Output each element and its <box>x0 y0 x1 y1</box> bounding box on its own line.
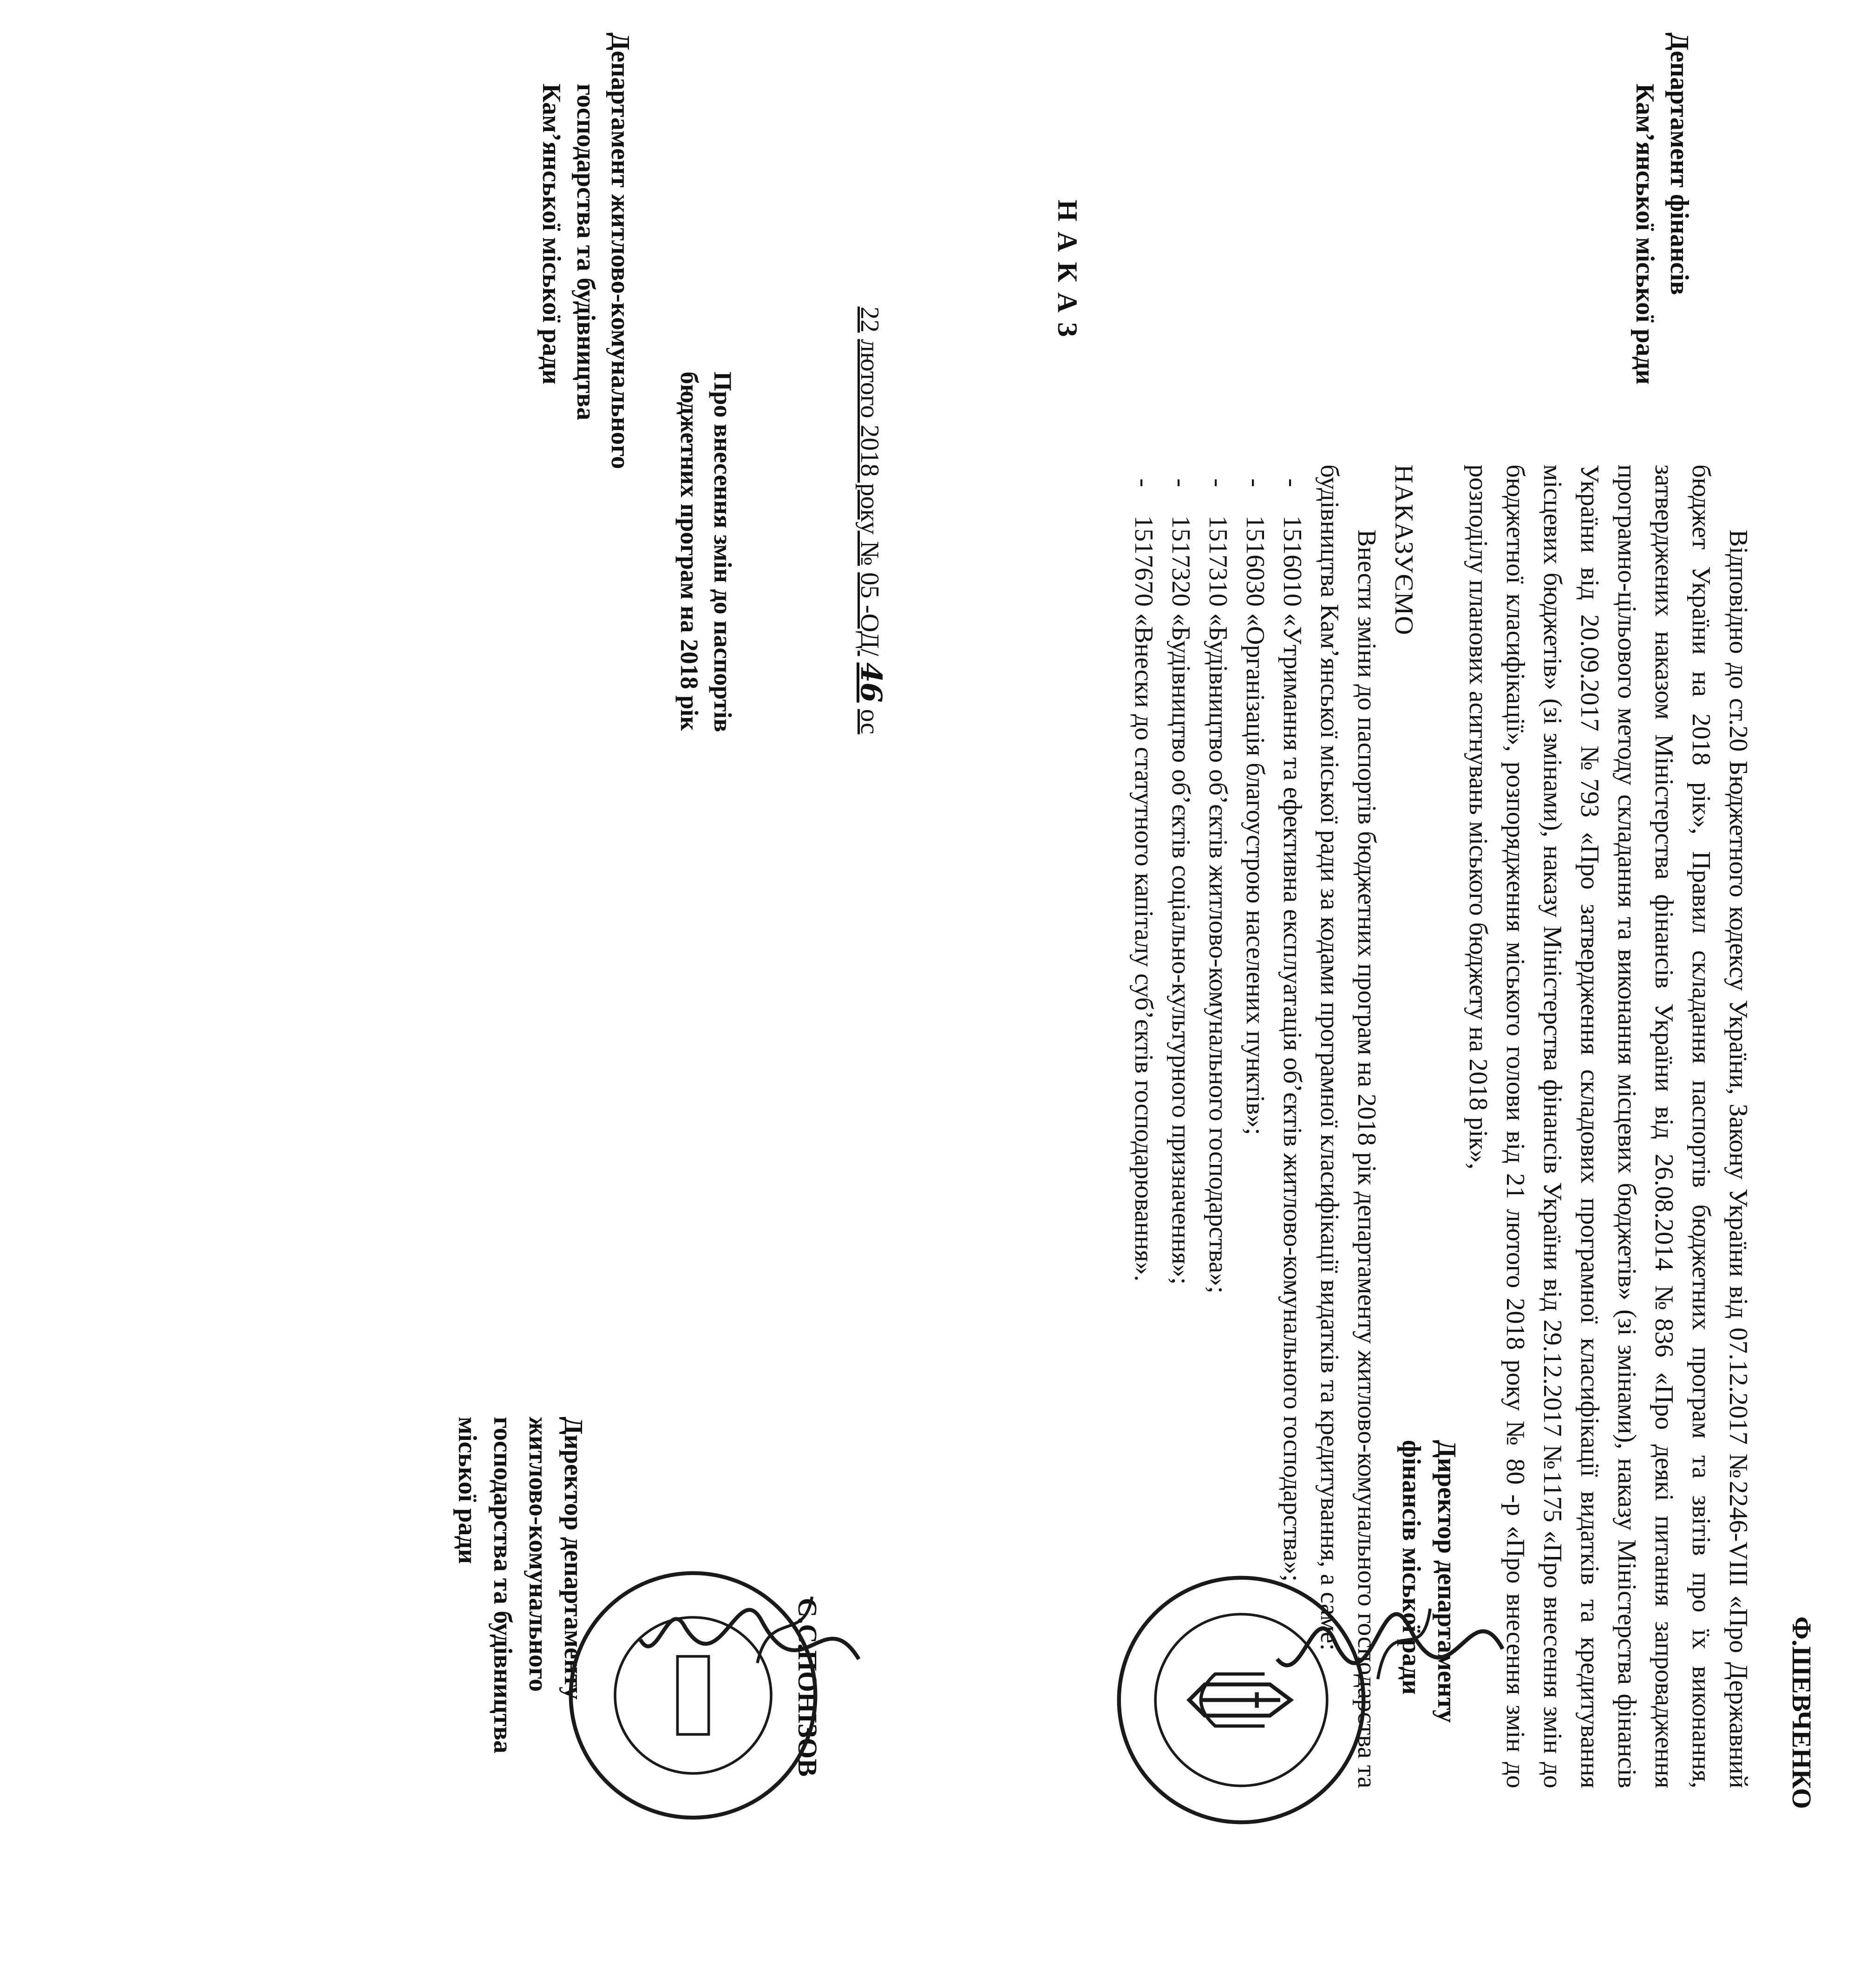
program-item-text: 1516030 «Організація благоустрою населених пунктів»; <box>1241 516 1270 1135</box>
order-subject <box>673 372 740 1115</box>
issuer-header-housing <box>534 33 637 729</box>
signatory-housing-line4: міської ради <box>453 1417 482 1564</box>
bullet-dash: - <box>1204 478 1232 487</box>
subject-line2: бюджетних програм на 2018 рік <box>675 372 703 731</box>
command-word: НАКАЗУЄМО <box>1389 464 1418 636</box>
signatory-finance-line1: Директор департаменту <box>1432 1440 1461 1723</box>
bullet-dash: - <box>1278 478 1307 487</box>
document-title: НАКАЗ <box>1052 200 1083 347</box>
issuer-housing-line2: господарства та будівництва <box>571 84 600 420</box>
program-item-text: 1517670 «Внески до статутного капіталу суб’єктів господарювання». <box>1129 516 1158 1282</box>
signatory-housing-line1: Директор департаменту <box>559 1417 588 1700</box>
subject-line1: Про внесення змін до паспортів <box>709 372 737 732</box>
signatory-housing-line3: господарства та будівництва <box>488 1417 517 1753</box>
handwritten-signature-finance <box>1269 1542 1511 1756</box>
order-intro-paragraph: Внести зміни до паспортів бюджетних програм на 2018 рік департаменту житлово-комунального господарства та будівництва Кам’янської міської ради за кодами програмної класифікації видатків та кредитування, а саме: <box>1315 464 1381 1788</box>
handwritten-signature-housing <box>633 1542 874 1737</box>
issuer-finance-line1: Департамент фінансів <box>1665 33 1694 295</box>
issuer-finance-line2: Кам’янської міської ради <box>1631 84 1659 385</box>
program-item-text: 1517310 «Будівництво об’єктів житлово-комунального господарства»; <box>1204 516 1232 1294</box>
program-item-text: 1516010 «Утримання та ефективна експлуатація об’єктів житлово-комунального господарства»; <box>1278 516 1307 1582</box>
signatory-housing-line2: житлово-комунального <box>524 1417 552 1692</box>
program-item-text: 1517320 «Будівництво об’єктів соціально-культурного призначення»; <box>1166 516 1195 1285</box>
signatory-finance-name: Ф.ШЕВЧЕНКО <box>1787 1616 1817 1809</box>
order-day: 22 <box>855 307 884 333</box>
bullet-dash: - <box>1166 478 1195 487</box>
order-date-number <box>854 307 888 1096</box>
order-month-year: лютого 2018 року № <box>855 339 884 566</box>
order-number-handwritten: 46 <box>854 662 888 703</box>
order-number: 05 -ОД/ <box>855 572 884 656</box>
bullet-dash: - <box>1241 478 1270 487</box>
signatory-housing-name: С.С.ПОНІЗОВ <box>792 1598 823 1777</box>
legal-basis-paragraph: Відповідно до ст.20 Бюджетного кодексу України, Закону України від 07.12.2017 №2246-VIII «Про Державний бюджет України на 2018 рік», Правил складання паспортів бюджетних програм та звітів про їх виконання, затверджених наказом Міністерства фінансів України від 26.08.2014 №836 «Про деякі питання запровадження програмно-цільового методу складання та виконання місцевих бюджетів» (зі змінами), наказу Міністерства фінансів України від 20.09.2017 №793 «Про затвердження складових програмної класифікації видатків та кредитування місцевих бюджетів» (зі змінами), наказу Міністерства фінансів України від 29.12.2017 №1175 «Про внесення змін до бюджетної класифікації», розпорядження міського голови від 21 лютого 2018 року № 80 -р «Про внесення змін до розподілу планових асигнувань міського бюджету на 2018 рік», <box>1464 464 1753 1788</box>
bullet-dash: - <box>1129 478 1158 487</box>
issuer-housing-line1: Департамент житлово-комунального <box>606 33 635 469</box>
signatory-finance-line2: фінансів міської ради <box>1397 1440 1426 1695</box>
issuer-housing-line3: Кам’янської міської ради <box>537 84 566 385</box>
order-number-suffix: ос <box>855 709 884 734</box>
